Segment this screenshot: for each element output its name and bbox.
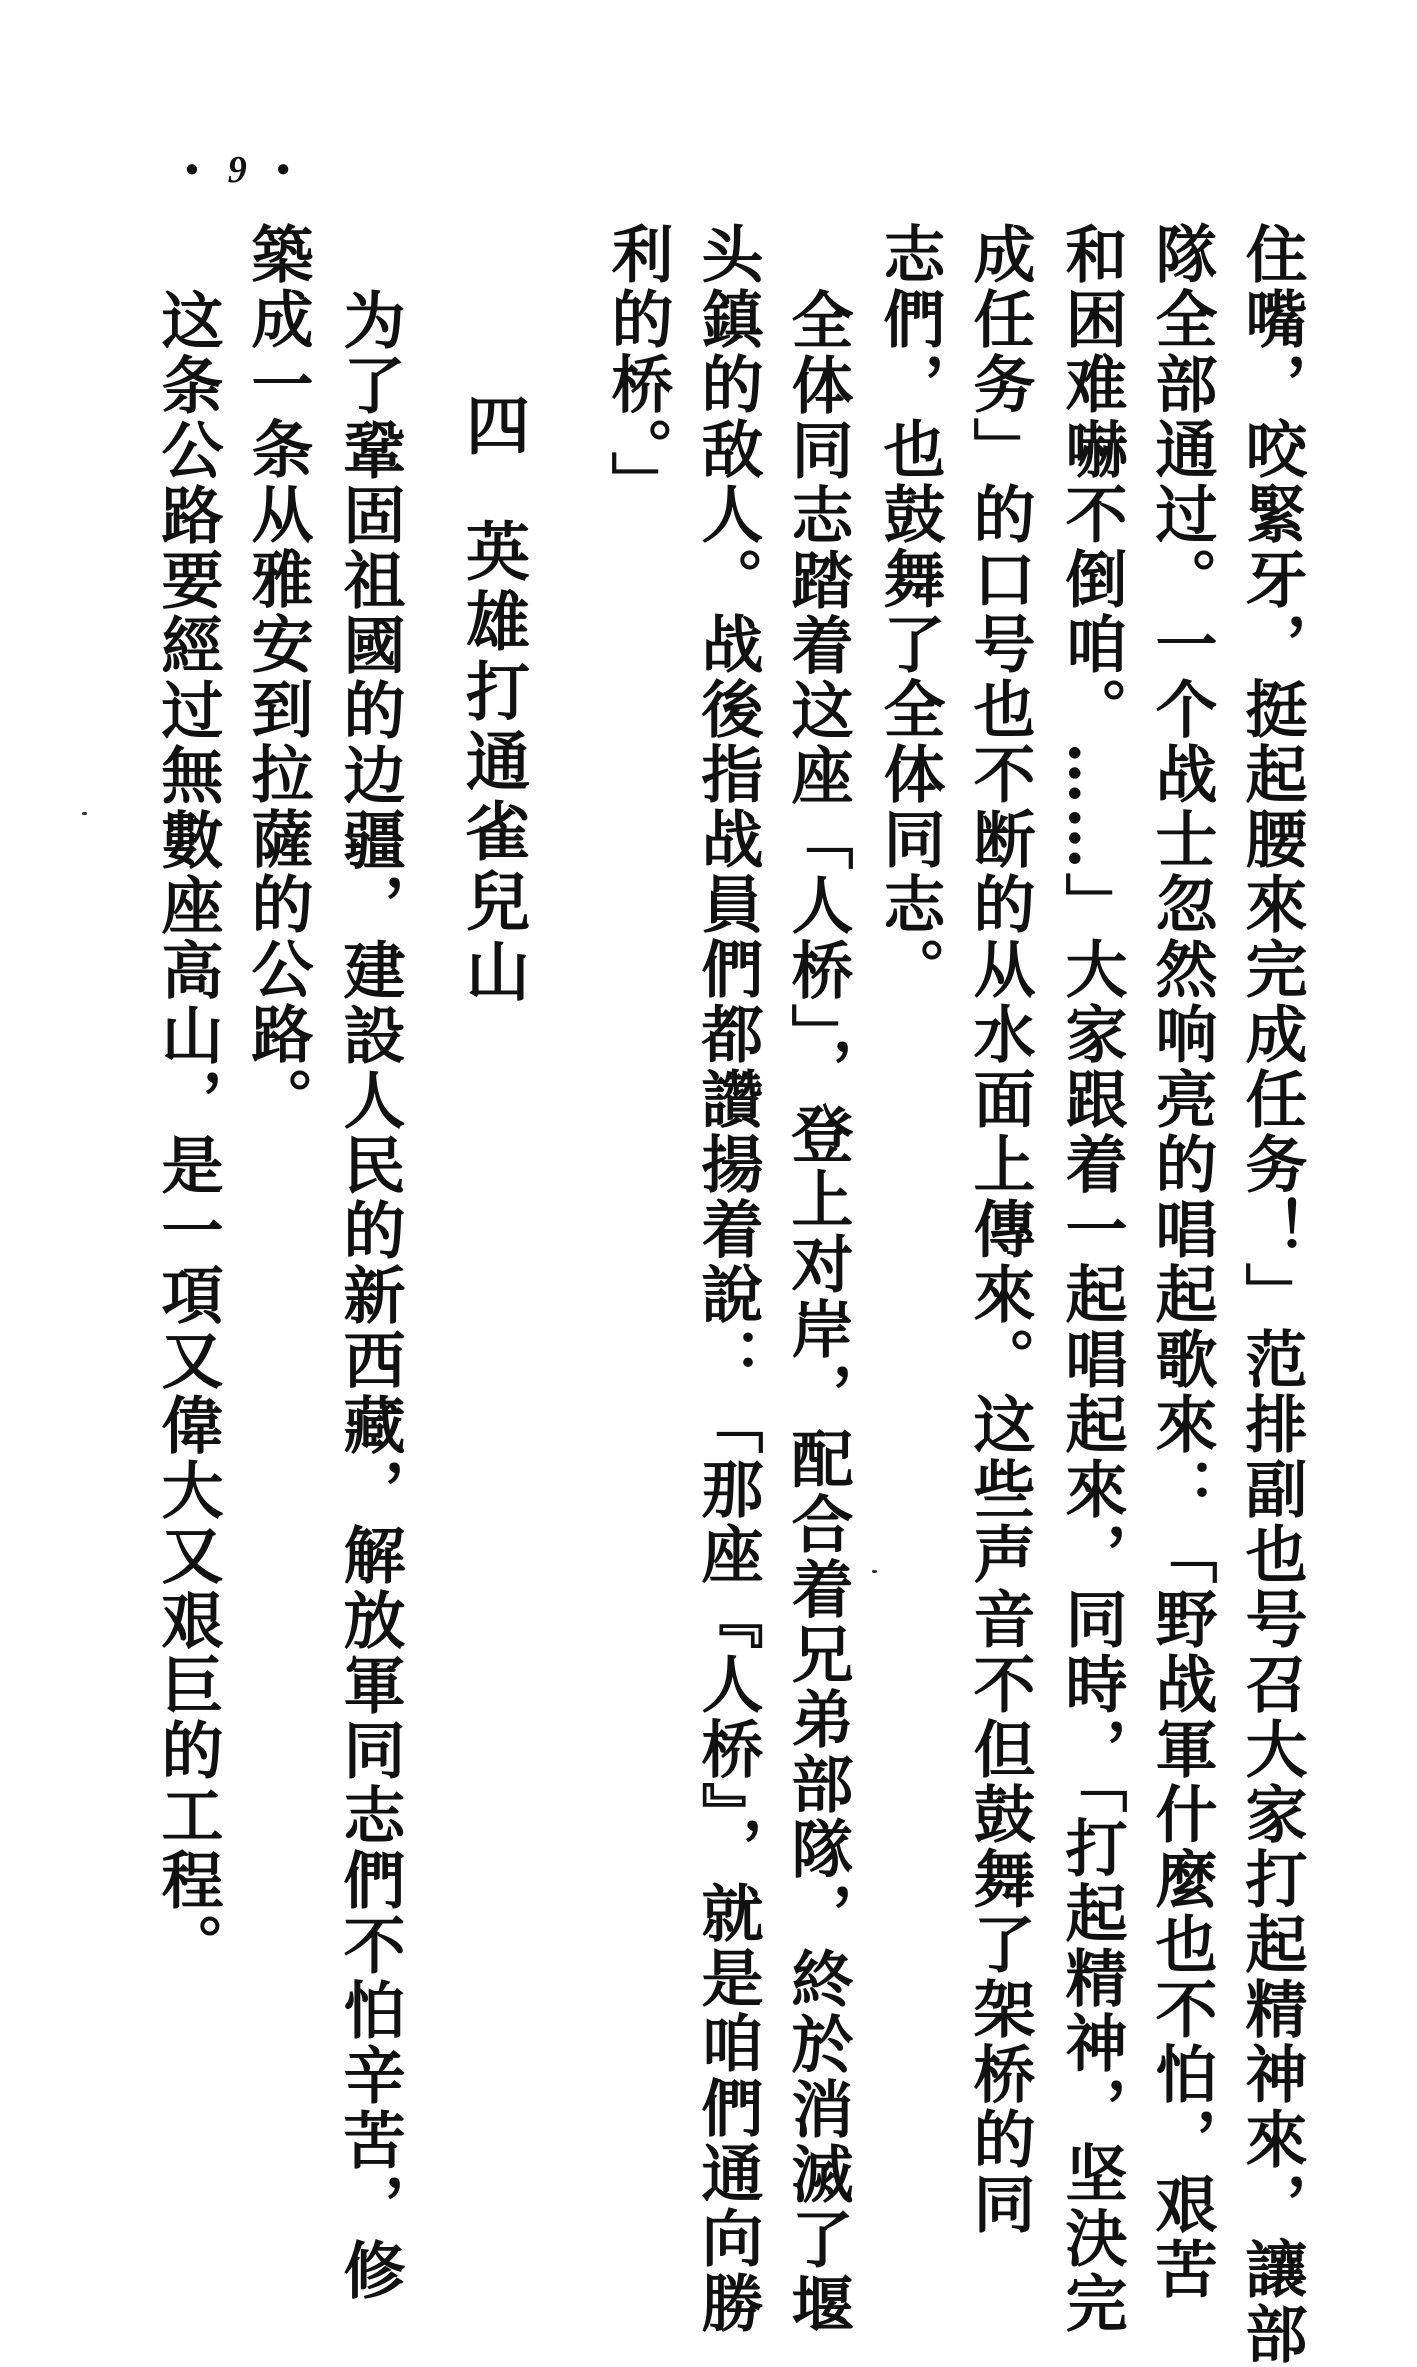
text-column-7: 头鎮的敌人。战後指战員們都讚揚着說：「那座『人桥』，就是咱們通向勝 <box>691 222 764 2336</box>
section-number: 四 <box>455 392 530 456</box>
scan-speck <box>82 812 87 815</box>
section-text-column-1: 为了鞏固祖國的边疆，建設人民的新西藏，解放軍同志們不怕辛苦，修 <box>333 288 406 2303</box>
text-column-5: 志們，也鼓舞了全体同志。 <box>873 222 946 1002</box>
text-column-4: 成任务」的口号也不断的从水面上傳來。这些声音不但鼓舞了架桥的同 <box>963 222 1036 2237</box>
section-title: 英雄打通雀兒山 <box>455 518 530 1008</box>
text-column-8: 利的桥。」 <box>601 222 674 516</box>
scan-speck <box>872 1570 877 1573</box>
section-text-column-2: 築成一条从雅安到拉薩的公路。 <box>241 222 314 1132</box>
text-column-1: 住嘴，咬緊牙，挺起腰來完成任务！」范排副也号召大家打起精神來，讓部 <box>1235 222 1308 2367</box>
section-text-column-3: 这条公路要經过無數座高山，是一項又偉大又艰巨的工程。 <box>151 288 224 1978</box>
page-number: • 9 • <box>185 149 300 191</box>
text-column-3: 和困难嚇不倒咱。……」大家跟着一起唱起來，同時，「打起精神，坚決完 <box>1055 222 1128 2336</box>
text-column-2: 隊全部通过。一个战士忽然响亮的唱起歌來：「野战軍什麼也不怕，艰苦 <box>1145 222 1218 2302</box>
text-column-6: 全体同志踏着这座「人桥」，登上对岸，配合着兄弟部隊，終於消滅了堰 <box>781 288 854 2337</box>
